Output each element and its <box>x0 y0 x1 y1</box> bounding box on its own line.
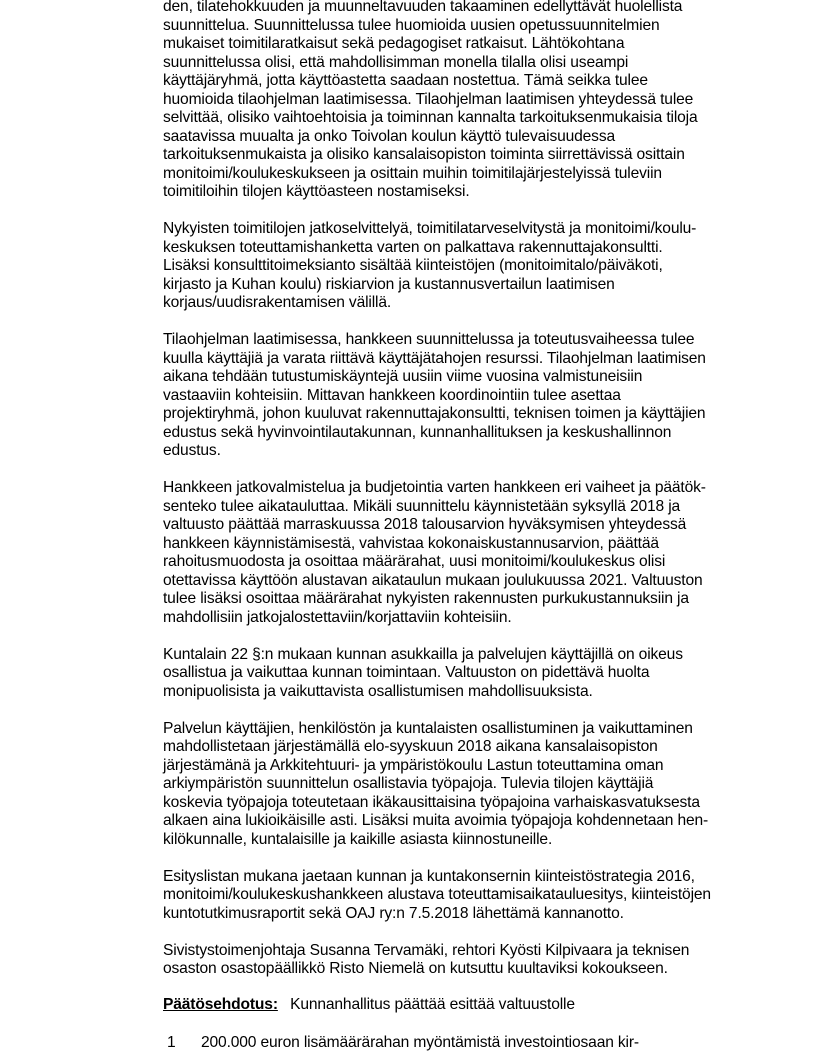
text-line: suunnittelussa olisi, että mahdollisimman monella tilalla olisi useampi <box>163 53 629 71</box>
text-line: Sivistystoimenjohtaja Susanna Tervamäki, rehtori Kyösti Kilpivaara ja teknisen <box>163 941 690 959</box>
text-line: koskevia työpajoja toteutetaan ikäkausittaisina työpajoina varhaiskasvatuksesta <box>163 793 700 811</box>
text-line: selvittää, olisiko vaihtoehtoisia ja toiminnan kannalta tarkoituksenmukaisia tiloja <box>163 109 698 126</box>
text-line: osaston osastopäällikkö Risto Niemelä on kutsuttu kuultaviksi kokoukseen. <box>163 960 668 977</box>
text-line: monipuolisista ja vaikuttavista osallistumisen mahdollisuuksista. <box>163 682 593 700</box>
text-line: tulee lisäksi osoittaa määrärahat nykyisten rakennusten purkukustannuksiin ja <box>163 590 689 607</box>
paragraph <box>163 0 763 202</box>
text-line: Nykyisten toimitilojen jatkoselvittelyä, toimitilatarveselvitystä ja monitoimi/koulu- <box>163 220 697 237</box>
list-item-number: 1 <box>167 1034 176 1051</box>
text-line: aikana tehdään tutustumiskäyntejä uusiin viime vuosina valmistuneisiin <box>163 368 643 385</box>
paragraph <box>163 942 763 979</box>
text-line: osallistua ja vaikuttaa kunnan toimintaan. Valtuuston on pidettävä huolta <box>163 664 650 681</box>
paragraph <box>163 331 763 461</box>
text-line: arkiympäristön suunnittelun osallistavia työpajoja. Tulevia tilojen käyttäjiä <box>163 775 654 792</box>
text-line: huomioida tilaohjelman laatimisessa. Tilaohjelman laatimisen yhteydessä tulee <box>163 90 694 108</box>
text-line: korjaus/uudisrakentamisen välillä. <box>163 294 392 311</box>
text-line: keskuksen toteuttamishanketta varten on palkattava rakennuttajakonsultti. <box>163 238 663 256</box>
text-line: edustus sekä hyvinvointilautakunnan, kunnanhallituksen ja keskushallinnon <box>163 423 672 441</box>
text-line: kilökunnalle, kuntalaisille ja kaikille asiasta kiinnostuneille. <box>163 830 553 848</box>
text-line: otettavissa käyttöön alustavan aikataulun mukaan joulukuussa 2021. Valtuuston <box>163 571 703 589</box>
text-line: den, tilatehokkuuden ja muunneltavuuden takaaminen edellyttävät huolellista <box>163 0 683 15</box>
decision-proposal-label: Päätösehdotus: <box>163 996 278 1013</box>
paragraph <box>163 220 763 313</box>
text-line: alkaen aina lukioikäisille asti. Lisäksi muita avoimia työpajoja kohdennetaan hen- <box>163 812 709 829</box>
paragraph <box>163 868 763 924</box>
text-line: tarkoituksenmukaista ja olisiko kansalaisopiston toiminta siirrettävissä osittain <box>163 146 685 163</box>
paragraph <box>163 646 763 702</box>
paragraph <box>163 479 763 627</box>
text-line: edustus. <box>163 442 221 459</box>
text-line: kirjasto ja Kuhan koulu) riskiarvion ja kustannusvertailun laatimisen <box>163 275 615 293</box>
text-line: järjestämänä ja Arkkitehtuuri- ja ympäristökoulu Lastun toteuttamina oman <box>163 756 664 774</box>
text-line: suunnittelua. Suunnittelussa tulee huomioida uusien opetussuunnitelmien <box>163 16 660 34</box>
text-line: mahdollistetaan järjestämällä elo-syyskuun 2018 aikana kansalaisopiston <box>163 738 658 755</box>
text-line: kuntotutkimusraportit sekä OAJ ry:n 7.5.2018 lähettämä kannanotto. <box>163 904 624 922</box>
text-line: Tilaohjelman laatimisessa, hankkeen suunnittelussa ja toteutusvaiheessa tulee <box>163 331 695 348</box>
decision-proposal <box>163 996 575 1015</box>
text-line: rahoitusmuodosta ja osoittaa määrärahat, uusi monitoimi/koulukeskus olisi <box>163 553 666 570</box>
text-line: mukaiset toimitilaratkaisut sekä pedagogiset ratkaisut. Lähtökohtana <box>163 35 625 52</box>
text-line: valtuusto päättää marraskuussa 2018 talousarvion hyväksymisen yhteydessä <box>163 516 687 533</box>
decision-proposal-text: Kunnanhallitus päättää esittää valtuustolle <box>290 996 575 1013</box>
paragraph <box>163 720 763 850</box>
text-line: mahdollisiin jatkojalostettaviin/korjattaviin kohteisiin. <box>163 608 512 626</box>
text-line: monitoimi/koulukeskukseen ja osittain muihin toimitilajärjestelyissä tuleviin <box>163 164 662 182</box>
text-line: kuulla käyttäjiä ja varata riittävä käyttäjätahojen resurssi. Tilaohjelman laatimisen <box>163 349 706 367</box>
document-body <box>163 0 763 997</box>
text-line: Hankkeen jatkovalmistelua ja budjetointia varten hankkeen eri vaiheet ja päätök- <box>163 479 706 496</box>
list-item-text: 200.000 euron lisämäärärahan myöntämistä investointiosaan kir- <box>201 1034 639 1051</box>
text-line: Palvelun käyttäjien, henkilöstön ja kuntalaisten osallistuminen ja vaikuttaminen <box>163 719 693 737</box>
text-line: vastaaviin kohteisiin. Mittavan hankkeen koordinointiin tulee asettaa <box>163 386 621 404</box>
text-line: Esityslistan mukana jaetaan kunnan ja kuntakonsernin kiinteistöstrategia 2016, <box>163 867 695 885</box>
text-line: hankkeen käynnistämisestä, vahvistaa kokonaiskustannusarvion, päättää <box>163 534 659 552</box>
text-line: Kuntalain 22 §:n mukaan kunnan asukkailla ja palvelujen käyttäjillä on oikeus <box>163 645 683 663</box>
proposal-list-item <box>163 1034 639 1053</box>
text-line: käyttäjäryhmä, jotta käyttöastetta saadaan nostettua. Tämä seikka tulee <box>163 72 648 89</box>
text-line: senteko tulee aikatauluttaa. Mikäli suunnittelu käynnistetään syksyllä 2018 ja <box>163 497 681 515</box>
text-line: toimitiloihin tilojen käyttöasteen nostamiseksi. <box>163 183 470 200</box>
text-line: saatavissa muualta ja onko Toivolan koulun käyttö tulevaisuudessa <box>163 127 615 145</box>
text-line: Lisäksi konsulttitoimeksianto sisältää kiinteistöjen (monitoimitalo/päiväkoti, <box>163 257 663 274</box>
text-line: projektiryhmä, johon kuuluvat rakennuttajakonsultti, teknisen toimen ja käyttäjien <box>163 405 706 422</box>
text-line: monitoimi/koulukeskushankkeen alustava toteuttamisaikatauluesitys, kiinteistöjen <box>163 886 711 903</box>
